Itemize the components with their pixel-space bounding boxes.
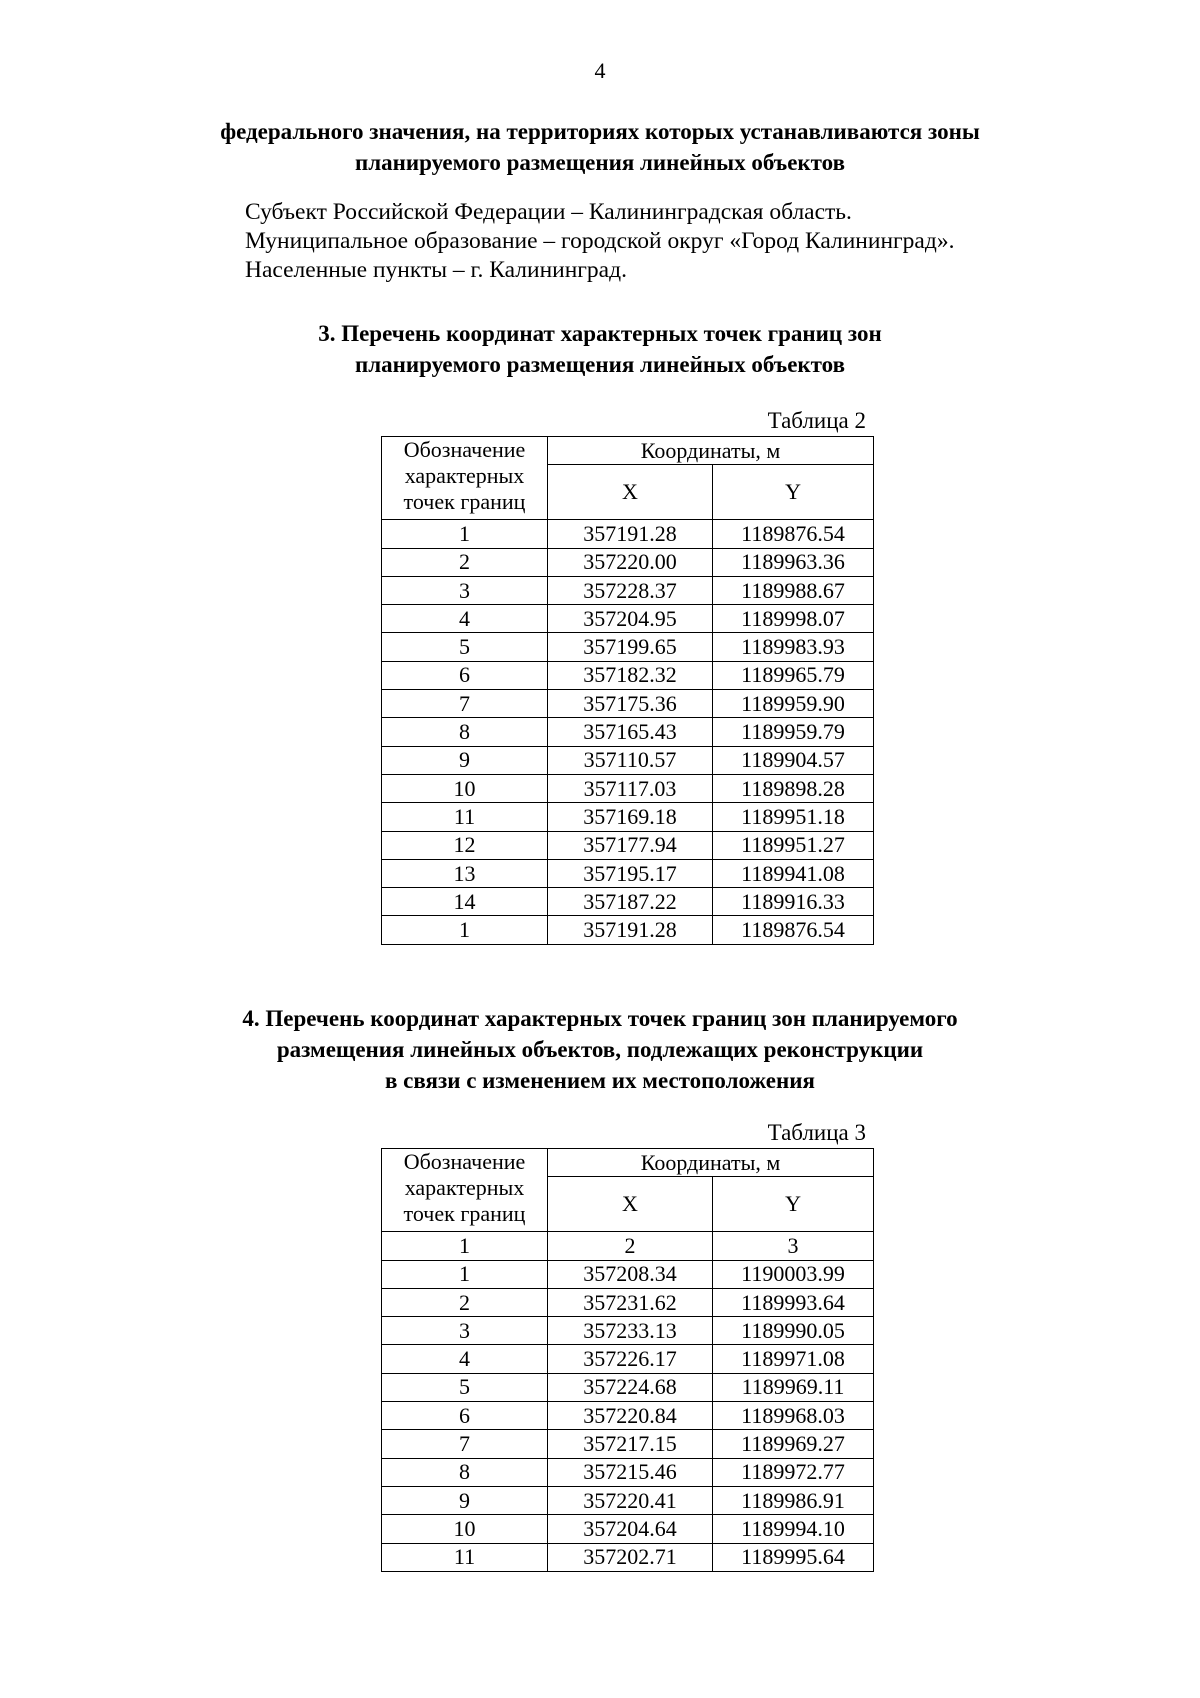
- section-3-title: [0, 318, 1200, 380]
- column-number: 3: [713, 1232, 874, 1260]
- point-number-cell: 5: [382, 633, 548, 661]
- table-row: [382, 831, 874, 859]
- point-number-cell: 2: [382, 1288, 548, 1316]
- table-3-caption: Таблица 3: [767, 1120, 866, 1145]
- heading-line: планируемого размещения линейных объектов: [354, 150, 845, 175]
- table-row: [382, 1288, 874, 1316]
- table-row: [382, 1458, 874, 1486]
- section-4-title: [0, 1003, 1200, 1096]
- table-row: [382, 916, 874, 944]
- point-number-cell: 8: [382, 1458, 548, 1486]
- x-value-cell: 357202.71: [548, 1543, 713, 1571]
- table-row: [382, 1486, 874, 1514]
- point-number-cell: 3: [382, 576, 548, 604]
- table-row: [382, 888, 874, 916]
- point-number-cell: 6: [382, 1402, 548, 1430]
- point-number-cell: 14: [382, 888, 548, 916]
- table-row: [382, 1373, 874, 1401]
- heading-line: планируемого размещения линейных объектов: [354, 352, 845, 377]
- table-row: [382, 520, 874, 548]
- x-value-cell: 357199.65: [548, 633, 713, 661]
- table-row: [382, 633, 874, 661]
- x-value-cell: 357220.00: [548, 548, 713, 576]
- table-row: [382, 1515, 874, 1543]
- y-value-cell: 1189971.08: [713, 1345, 874, 1373]
- x-header: X: [548, 1177, 713, 1232]
- x-value-cell: 357177.94: [548, 831, 713, 859]
- point-number-cell: 7: [382, 690, 548, 718]
- point-number-cell: 8: [382, 718, 548, 746]
- x-value-cell: 357117.03: [548, 774, 713, 802]
- point-number-cell: 1: [382, 1260, 548, 1288]
- location-info: [245, 198, 954, 285]
- point-number-cell: 10: [382, 774, 548, 802]
- y-value-cell: 1190003.99: [713, 1260, 874, 1288]
- y-value-cell: 1189972.77: [713, 1458, 874, 1486]
- y-value-cell: 1189969.11: [713, 1373, 874, 1401]
- y-value-cell: 1189941.08: [713, 859, 874, 887]
- y-value-cell: 1189904.57: [713, 746, 874, 774]
- x-value-cell: 357231.62: [548, 1288, 713, 1316]
- x-value-cell: 357191.28: [548, 520, 713, 548]
- x-value-cell: 357217.15: [548, 1430, 713, 1458]
- table-row: [382, 690, 874, 718]
- table-row: [382, 803, 874, 831]
- table-row: [382, 774, 874, 802]
- x-value-cell: 357228.37: [548, 576, 713, 604]
- point-number-cell: 10: [382, 1515, 548, 1543]
- x-value-cell: 357208.34: [548, 1260, 713, 1288]
- table-row: [382, 1317, 874, 1345]
- y-value-cell: 1189986.91: [713, 1486, 874, 1514]
- heading-line: в связи с изменением их местоположения: [385, 1068, 815, 1093]
- table-row: [382, 746, 874, 774]
- point-number-cell: 9: [382, 746, 548, 774]
- table-row: [382, 1345, 874, 1373]
- y-value-cell: 1189959.79: [713, 718, 874, 746]
- table-3: [381, 1148, 874, 1572]
- y-value-cell: 1189951.27: [713, 831, 874, 859]
- x-value-cell: 357226.17: [548, 1345, 713, 1373]
- y-value-cell: 1189898.28: [713, 774, 874, 802]
- x-value-cell: 357187.22: [548, 888, 713, 916]
- heading-line: 3. Перечень координат характерных точек границ зон: [318, 321, 882, 346]
- x-header: X: [548, 465, 713, 520]
- point-number-cell: 1: [382, 916, 548, 944]
- designation-header: Обозначение характерных точек границ: [382, 437, 548, 520]
- point-number-cell: 13: [382, 859, 548, 887]
- column-number: 1: [382, 1232, 548, 1260]
- x-value-cell: 357220.41: [548, 1486, 713, 1514]
- y-value-cell: 1189951.18: [713, 803, 874, 831]
- heading-continuation: [0, 116, 1200, 178]
- table-row: [382, 548, 874, 576]
- y-value-cell: 1189994.10: [713, 1515, 874, 1543]
- y-value-cell: 1189876.54: [713, 916, 874, 944]
- point-number-cell: 12: [382, 831, 548, 859]
- heading-line: размещения линейных объектов, подлежащих реконструкции: [276, 1037, 924, 1062]
- y-value-cell: 1189988.67: [713, 576, 874, 604]
- page-number: 4: [594, 58, 606, 83]
- table-2: [381, 436, 874, 945]
- point-number-cell: 5: [382, 1373, 548, 1401]
- coordinates-header: Координаты, м: [548, 1149, 874, 1177]
- x-value-cell: 357175.36: [548, 690, 713, 718]
- table-row: [382, 1430, 874, 1458]
- y-header: Y: [713, 465, 874, 520]
- x-value-cell: 357224.68: [548, 1373, 713, 1401]
- x-value-cell: 357215.46: [548, 1458, 713, 1486]
- subject-line: Субъект Российской Федерации – Калининградская область.: [245, 199, 852, 225]
- coordinates-header: Координаты, м: [548, 437, 874, 465]
- y-value-cell: 1189995.64: [713, 1543, 874, 1571]
- y-value-cell: 1189983.93: [713, 633, 874, 661]
- settlements-line: Населенные пункты – г. Калининград.: [245, 257, 627, 283]
- table-row: [382, 1543, 874, 1571]
- table-row: [382, 859, 874, 887]
- x-value-cell: 357110.57: [548, 746, 713, 774]
- table-row: [382, 576, 874, 604]
- x-value-cell: 357204.64: [548, 1515, 713, 1543]
- table-row: [382, 1260, 874, 1288]
- municipality-line: Муниципальное образование – городской округ «Город Калининград».: [245, 228, 955, 254]
- x-value-cell: 357165.43: [548, 718, 713, 746]
- y-value-cell: 1189998.07: [713, 605, 874, 633]
- x-value-cell: 357195.17: [548, 859, 713, 887]
- point-number-cell: 6: [382, 661, 548, 689]
- table-row: [382, 605, 874, 633]
- y-header: Y: [713, 1177, 874, 1232]
- point-number-cell: 11: [382, 803, 548, 831]
- point-number-cell: 11: [382, 1543, 548, 1571]
- x-value-cell: 357182.32: [548, 661, 713, 689]
- y-value-cell: 1189965.79: [713, 661, 874, 689]
- point-number-cell: 3: [382, 1317, 548, 1345]
- x-value-cell: 357204.95: [548, 605, 713, 633]
- y-value-cell: 1189968.03: [713, 1402, 874, 1430]
- y-value-cell: 1189993.64: [713, 1288, 874, 1316]
- y-value-cell: 1189876.54: [713, 520, 874, 548]
- point-number-cell: 9: [382, 1486, 548, 1514]
- column-number: 2: [548, 1232, 713, 1260]
- x-value-cell: 357233.13: [548, 1317, 713, 1345]
- point-number-cell: 4: [382, 605, 548, 633]
- y-value-cell: 1189916.33: [713, 888, 874, 916]
- point-number-cell: 2: [382, 548, 548, 576]
- table-row: [382, 718, 874, 746]
- y-value-cell: 1189963.36: [713, 548, 874, 576]
- point-number-cell: 7: [382, 1430, 548, 1458]
- x-value-cell: 357220.84: [548, 1402, 713, 1430]
- x-value-cell: 357169.18: [548, 803, 713, 831]
- y-value-cell: 1189990.05: [713, 1317, 874, 1345]
- heading-line: федерального значения, на территориях которых устанавливаются зоны: [220, 119, 980, 144]
- point-number-cell: 4: [382, 1345, 548, 1373]
- y-value-cell: 1189959.90: [713, 690, 874, 718]
- table-row: [382, 661, 874, 689]
- table-row: [382, 1402, 874, 1430]
- designation-header: Обозначение характерных точек границ: [382, 1149, 548, 1232]
- heading-line: 4. Перечень координат характерных точек границ зон планируемого: [242, 1006, 958, 1031]
- table-2-caption: Таблица 2: [767, 408, 866, 433]
- point-number-cell: 1: [382, 520, 548, 548]
- y-value-cell: 1189969.27: [713, 1430, 874, 1458]
- x-value-cell: 357191.28: [548, 916, 713, 944]
